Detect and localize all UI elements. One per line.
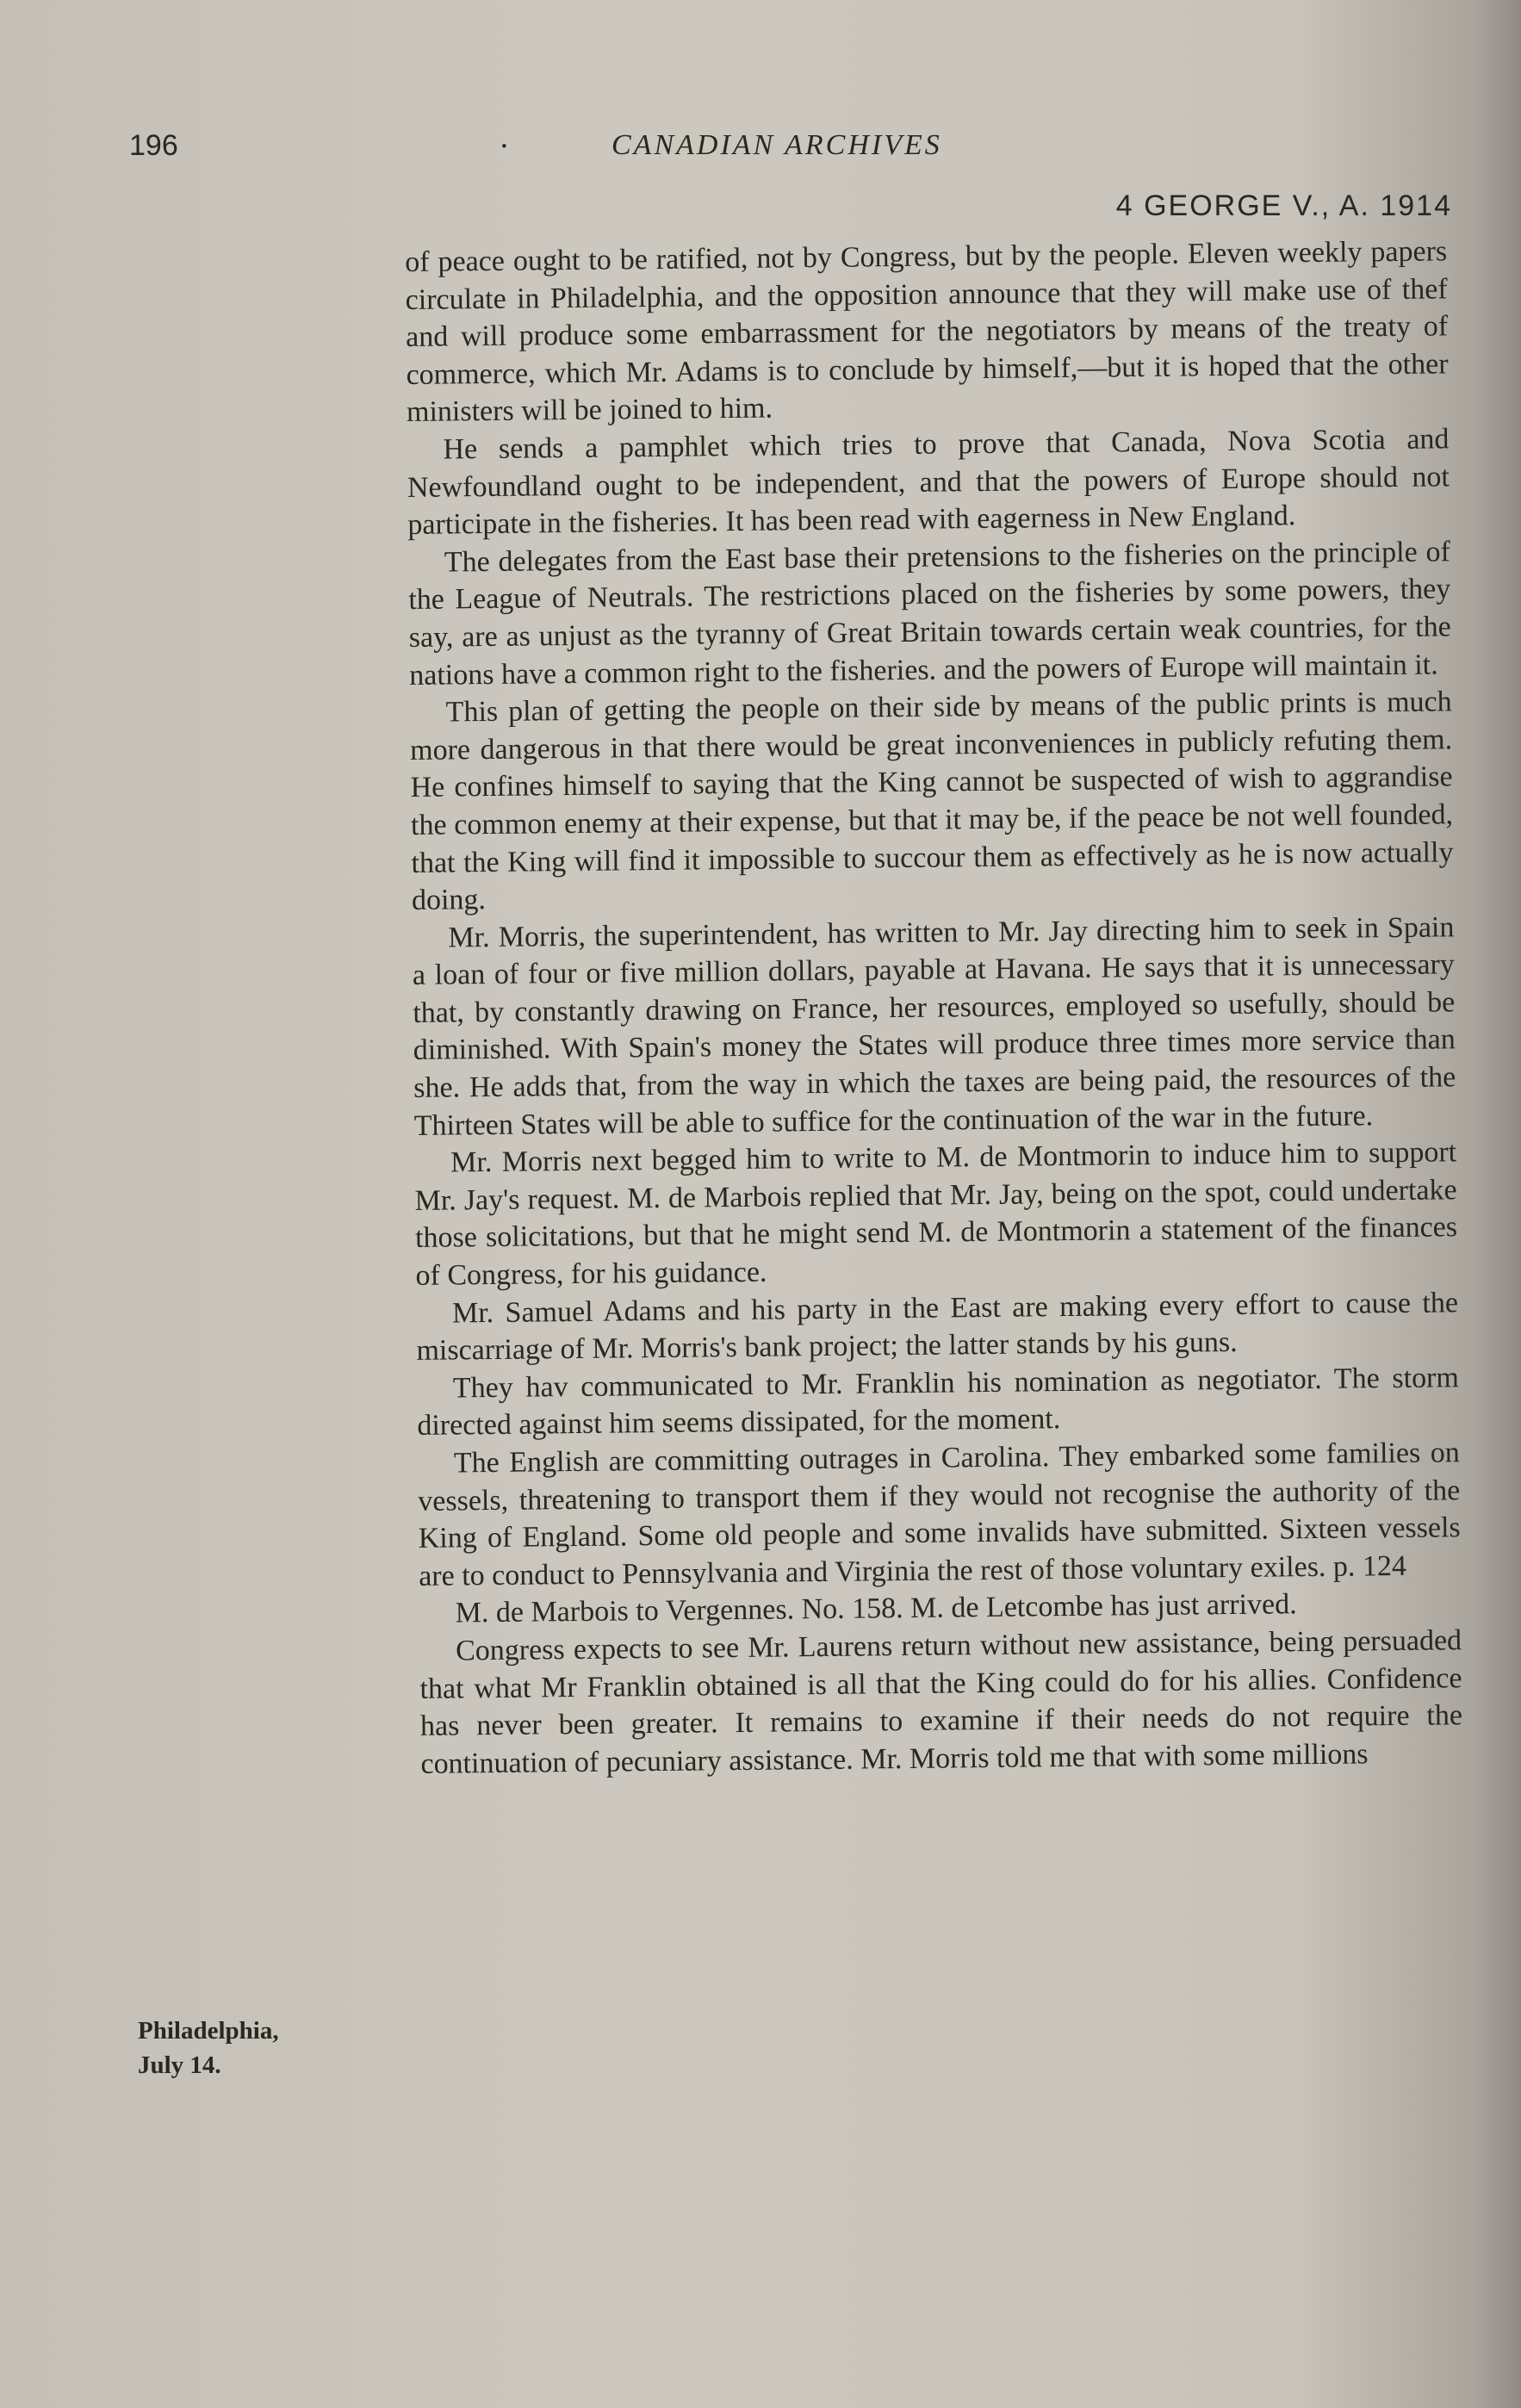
paragraph: Congress expects to see Mr. Laurens return without new assistance, being persuaded that what Mr Franklin obtained is all that the King could do for his allies. Confidence has never been greater. It remains to examine if their needs do not require the continuation of pecuniary assistance. Mr. Morris told me that with some millions [419, 1624, 1463, 1780]
paragraph: Mr. Morris next begged him to write to M. de Montmorin to induce him to support Mr. Jay's request. M. de Marbois replied that Mr. Jay, being on the spot, could undertake those solicitations, but that he might send M. de Montmorin a statement of the finances of Congress, for his guidance. [414, 1136, 1458, 1292]
paragraph: The English are committing outrages in Carolina. They embarked some families on vessels, threatening to transport them if they would not recognise the authority of the King of England. Some old people and some invalids have submitted. Sixteen vessels are to conduct to Pennsylvania and Virginia the rest of those voluntary exiles. p. 124 [418, 1437, 1461, 1592]
paragraph: The delegates from the East base their pretensions to the fisheries on the principle of the League of Neutrals. The restrictions placed on the fisheries by some powers, they say, are as unjust as the tyranny of Great Britain towards certain weak countries, for the nations have a common right to the fisheries. and the powers of Europe will maintain it. [408, 536, 1451, 692]
margin-note-place: Philadelphia, [138, 2017, 279, 2045]
paragraph: M. de Marbois to Vergennes. No. 158. M. de Letcombe has just arrived. [455, 1588, 1297, 1629]
paragraph: This plan of getting the people on their side by means of the public prints is much more dangerous in that there would be great inconveniences in publicly refuting them. He confines himself to saying that the King cannot be suspected of wish to aggrandise the common enemy at their expense, but that it may be, if the peace be not well founded, that the King will find it impossible to succour them as effectively as he is now actually doing. [409, 686, 1454, 917]
page-number: 196 [129, 129, 178, 162]
paragraph: Mr. Morris, the superintendent, has written to Mr. Jay directing him to seek in Spain a loan of four or five million dollars, payable at Havana. He says that it is unnecessary that, by constantly drawing on France, her resources, employed so usefully, should be diminished. With Spain's money the States will produce three times more service than she. He adds that, from the way in which the taxes are being paid, the resources of the Thirteen States will be able to suffice for the continuation of the war in the future. [412, 910, 1456, 1142]
margin-note-date: July 14. [138, 2051, 221, 2079]
running-title: CANADIAN ARCHIVES [612, 129, 942, 161]
paragraph: Mr. Samuel Adams and his party in the East are making every effort to cause the miscarriage of Mr. Morris's bank project; the latter stands by his guns. [416, 1286, 1459, 1368]
body-text [405, 233, 1463, 1783]
margin-note [138, 2014, 279, 2082]
header-dot: · [500, 129, 509, 164]
session-label: 4 GEORGE V., A. 1914 [1115, 189, 1452, 222]
paragraph: They hav communicated to Mr. Franklin his nomination as negotiator. The storm directed against him seems dissipated, for the moment. [417, 1362, 1460, 1443]
paragraph: of peace ought to be ratified, not by Congress, but by the people. Eleven weekly papers circulate in Philadelphia, and the opposition announce that they will make use of thef and will produce some embarrassment for the negotiators by means of the treaty of commerce, which Mr. Adams is to conclude by himself,—but it is hoped that the other ministers will be joined to him. [405, 235, 1449, 429]
paragraph: He sends a pamphlet which tries to prove that Canada, Nova Scotia and Newfoundland ought to be independent, and that the powers of Europe should not participate in the fisheries. It has been read with eagerness in New England. [407, 423, 1450, 542]
page-header [129, 129, 1438, 172]
